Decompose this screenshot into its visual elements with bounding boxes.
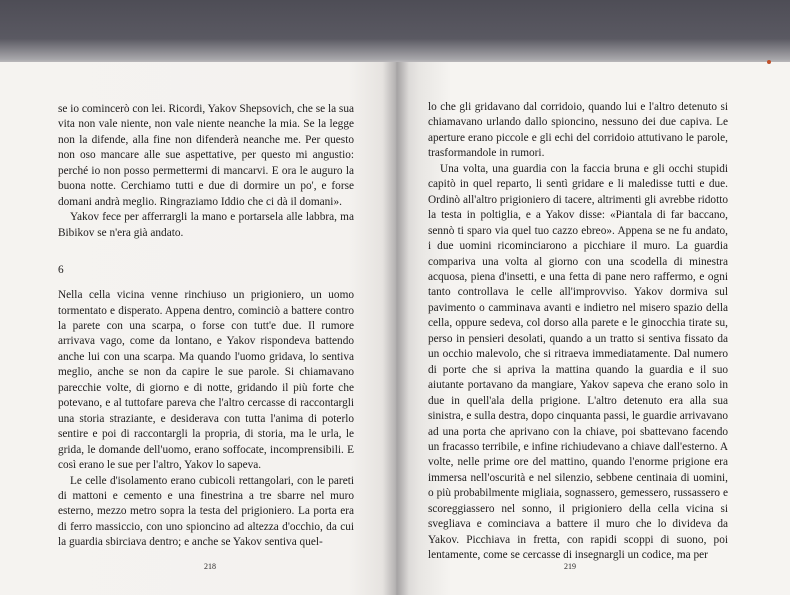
page-number: 218 [204,562,216,571]
paragraph: Le celle d'isolamento erano cubicoli rettangolari, con le pareti di mattoni e cemento e una finestrina a tre sbarre nel muro esterno, mezzo metro sopra la testa del prigioniero. La porta era di ferro massiccio, con uno spioncino ad altezza d'occhio, da cui la guardia sbirciava dentro; e anche se Yakov sentiva quel- [58,474,354,549]
paragraph: Nella cella vicina venne rinchiuso un prigioniero, un uomo tormentato e disperato. Appena dentro, cominciò a battere contro la parete con una scarpa, o forse con tutt'e due. Il rumore arrivava vago, come da lontano, e Yakov rispondeva battendo anche lui con una scarpa. Ma quando l'uomo gridava, lo sentiva meglio, anche se non da capire le sue parole. Si chiamavano parecchie volte, di giorno e di notte, gridando il più forte che potevano, e al tuttofare pareva che l'altro cercasse di raccontargli una storia straziante, e desiderava con tutta l'anima di poterlo sentire e poi di raccontargli la propria, di storia, ma le urla, le grida, le domande dell'uomo, erano soffocate, incomprensibili. E così erano le sue per l'altro, Yakov lo sapeva. [58,289,354,472]
left-page-text [58,102,354,551]
paragraph: Una volta, una guardia con la faccia bruna e gli occhi stupidi capitò in quel reparto, li sentì gridare e li maledisse tutti e due. Ordinò all'altro prigioniero di tacere, altrimenti gli avrebbe ridotto la testa in poltiglia, e a Yakov disse: «Piantala di far baccano, sennò ti sparo via quel tuo cazzo ebreo». Appena se ne fu andato, i due uomini ricominciarono a picchiare il muro. La guardia compariva una volta al giorno con una scodella di minestra acquosa, piena d'insetti, e una fetta di pane nero raffermo, e ogni tanto controllava le celle all'improvviso. Yakov dormiva sul pavimento o camminava avanti e indietro nel misero spazio della cella, oppure sedeva, col dorso alla parete e le ginocchia tirate su, perso in pensieri desolati, quando a un tratto si sentiva fissato da un occhio malevolo, che si ritraeva immediatamente. Dal numero di porte che si apriva la mattina quando la guardia e il suo aiutante portavano da mangiare, Yakov sapeva che erano solo in due in quell'ala della prigione. L'altro detenuto era alla sua sinistra, e sulla destra, dopo cinquanta passi, le guardie arrivavano ad una porta che aprivano con la chiave, poi sbattevano facendo un fracasso terribile, e infine richiudevano a chiave dall'esterno. A volte, nelle prime ore del mattino, quando l'enorme prigione era immersa nell'oscurità e nel silenzio, sebbene centinaia di uomini, o più probabilmente migliaia, sognassero, gemessero, russassero e scoreggiassero nel sonno, il prigioniero della cella vicina si svegliava e cominciava a battere il muro che lo divideva da Yakov. Picchiava in fretta, con rapidi scoppi di suono, poi lentamente, come se cercasse di insegnargli un codice, ma per [428,162,728,562]
chapter-number: 6 [58,264,64,277]
paragraph: Yakov fece per afferrargli la mano e portarsela alle labbra, ma Bibikov se n'era già andato. [58,211,354,239]
book-gutter [383,62,409,595]
scan-top-shadow [0,0,790,70]
paragraph: lo che gli gridavano dal corridoio, quando lui e l'altro detenuto si chiamavano urlando dallo spioncino, nessuno dei due capiva. Le aperture erano piccole e gli echi del corridoio attutivano le parole, trasformandole in rumori. [428,101,728,160]
paragraph: se io comincerò con lei. Ricordi, Yakov Shepsovich, che se la sua vita non vale niente, non vale niente neanche la mia. Se la legge non la difende, alla fine non difenderà neanche me. Per questo non oso mancare alle sue aspettative, per questo mi angustio: perché io non posso permettermi di mancarvi. E ora le auguro la buona notte. Cerchiamo tutti e due di dormire un po', e forse domani andrà meglio. Ringraziamo Iddio che ci dà il domani». [58,103,354,208]
page-mark [767,60,771,64]
left-page [0,62,396,595]
page-number: 219 [564,562,576,571]
right-page [396,62,790,595]
right-page-text [428,100,728,564]
